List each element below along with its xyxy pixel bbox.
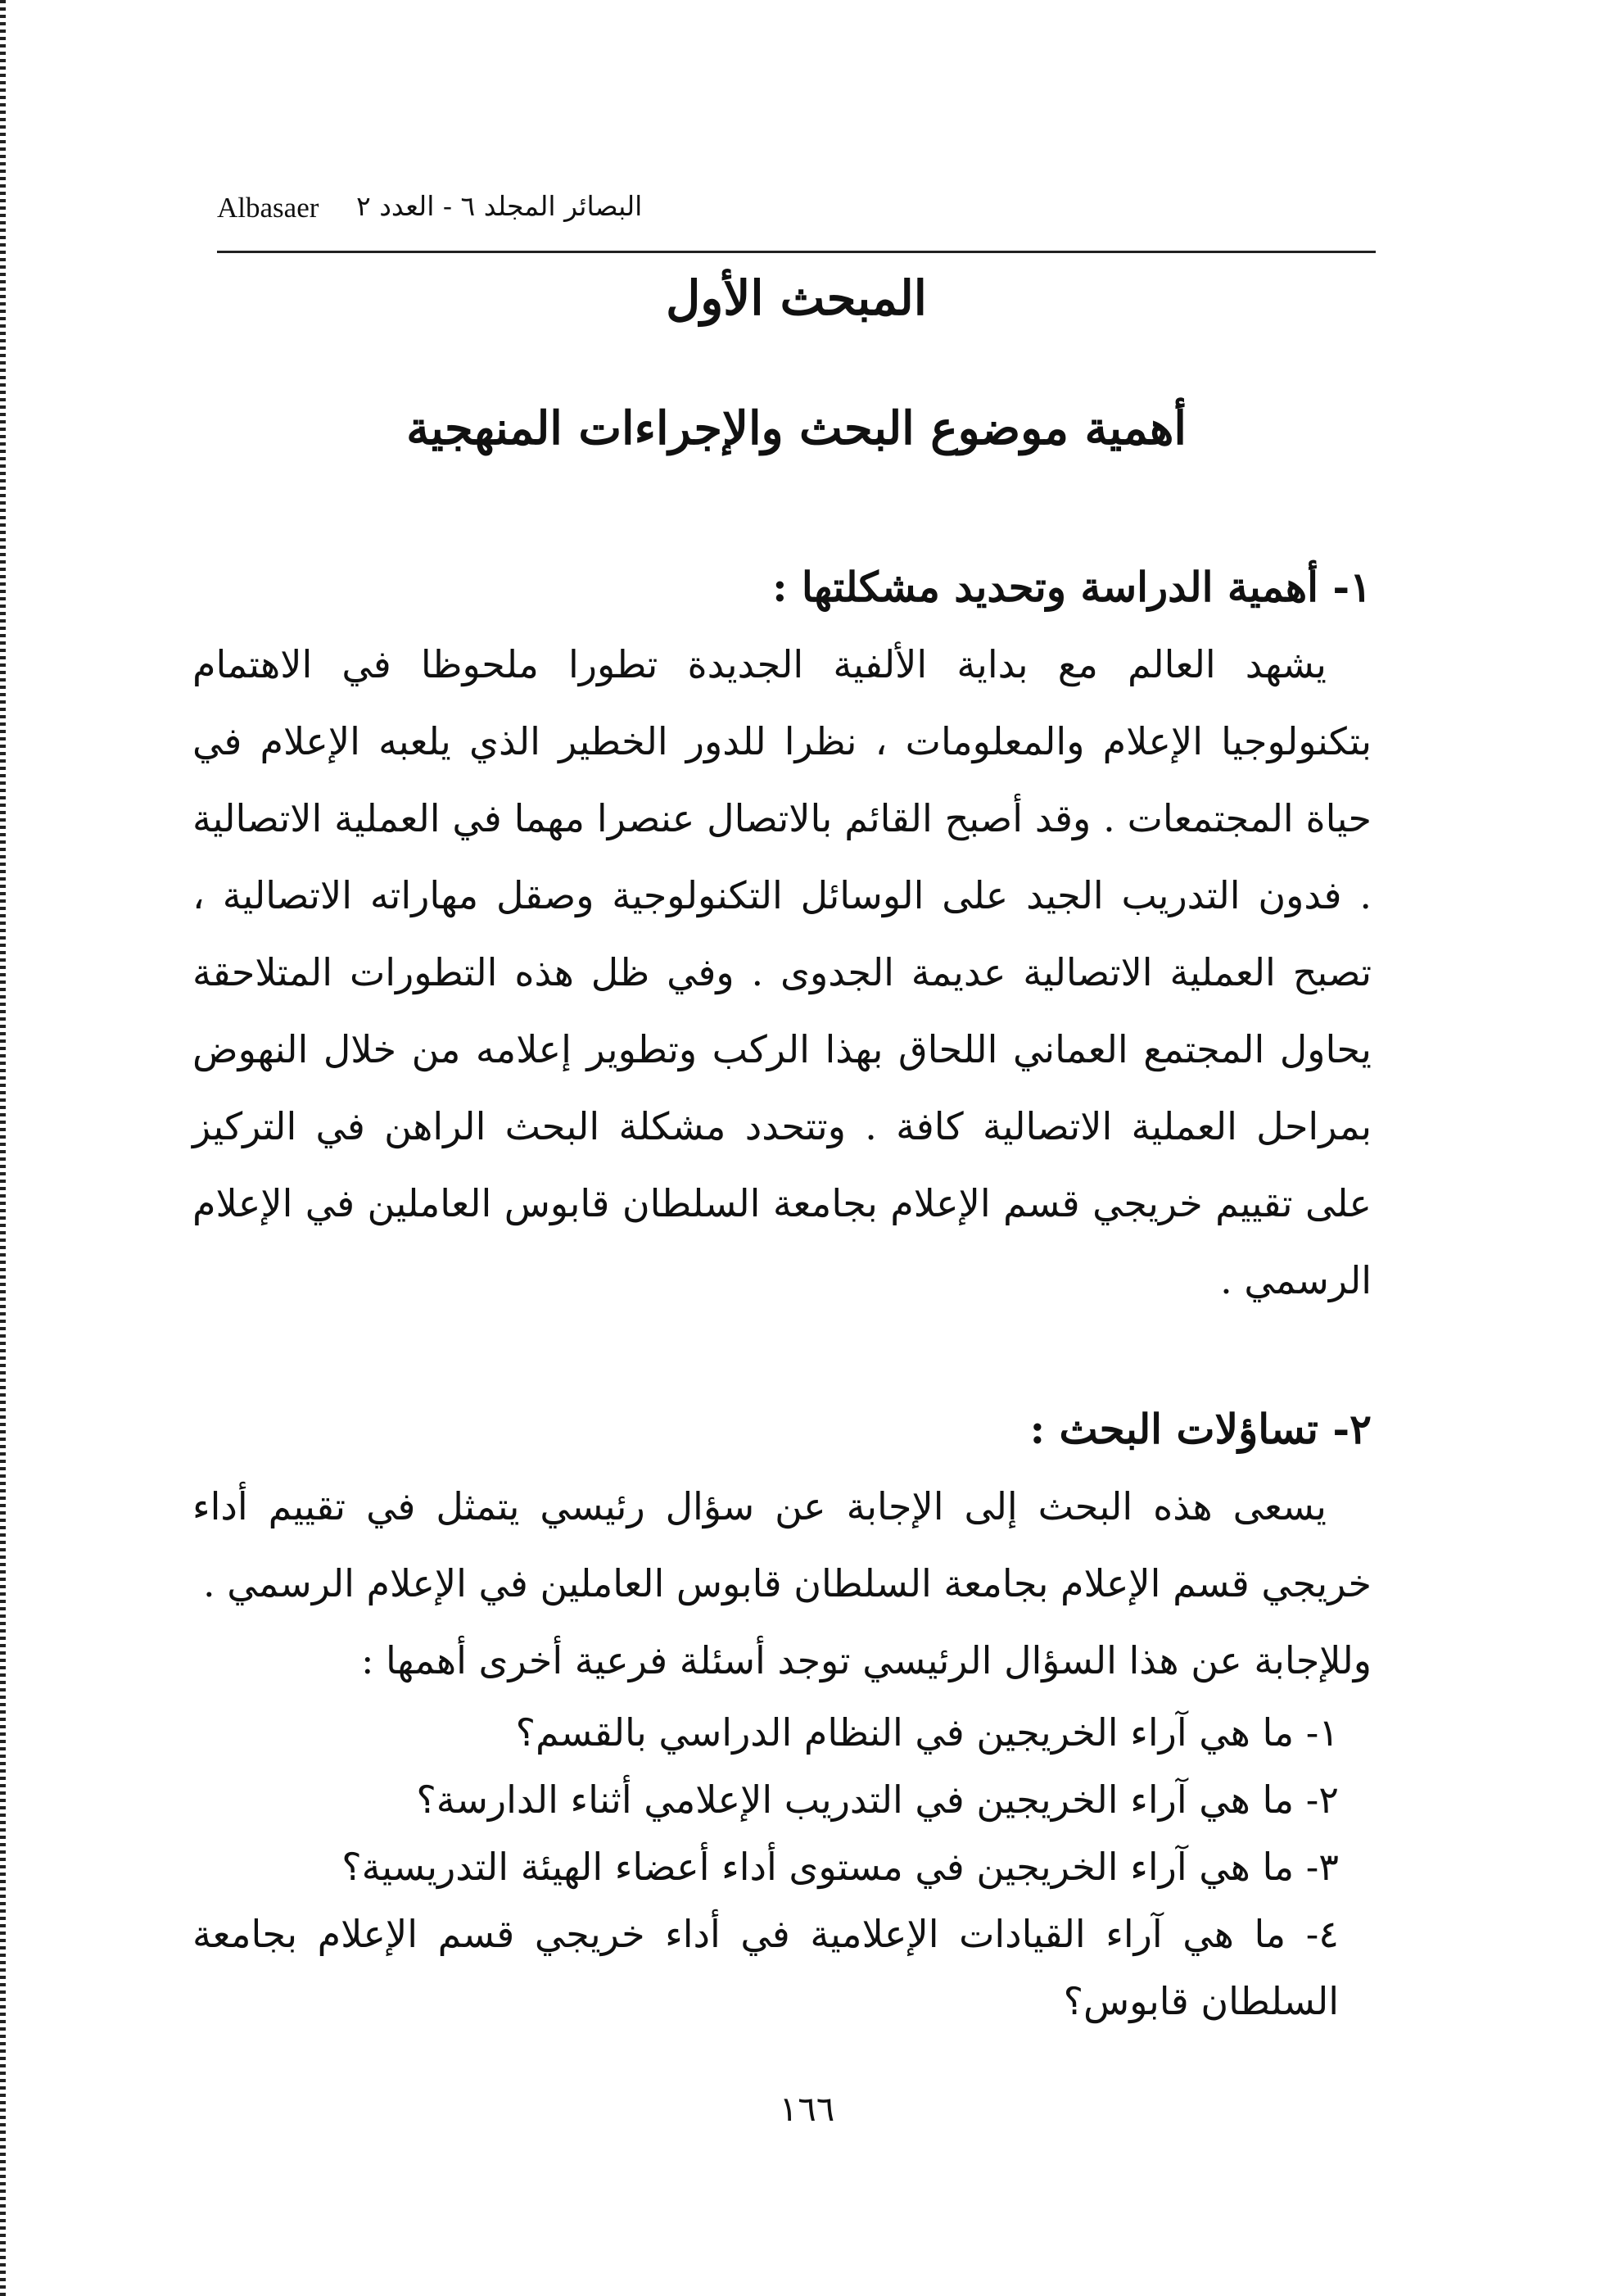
section-2-heading: ٢- تساؤلات البحث : [1029, 1405, 1372, 1453]
journal-name-latin: Albasaer [217, 192, 319, 224]
section-1-paragraph: يشهد العالم مع بداية الألفية الجديدة تطورا ملحوظا في الاهتمام بتكنولوجيا الإعلام والمعلومات ، نظرا للدور الخطير الذي يلعبه الإعلام في حياة المجتمعات . وقد أصبح القائم بالاتصال عنصرا مهما في العملية الاتصالية . فدون التدريب الجيد على الوسائل التكنولوجية وصقل مهاراته الاتصالية ، تصبح العملية الاتصالية عديمة الجدوى . وفي ظل هذه التطورات المتلاحقة يحاول المجتمع العماني اللحاق بهذا الركب وتطوير إعلامه من خلال النهوض بمراحل العملية الاتصالية كافة . وتتحدد مشكلة البحث الراهن في التركيز على تقييم خريجي قسم الإعلام بجامعة السلطان قابوس العاملين في الإعلام الرسمي . [192, 642, 1372, 1302]
section-2-intro: وللإجابة عن هذا السؤال الرئيسي توجد أسئلة فرعية أخرى أهمها : [360, 1638, 1372, 1682]
page-number: ١٦٦ [779, 2089, 835, 2129]
section-title: أهمية موضوع البحث والإجراءات المنهجية [406, 401, 1187, 455]
header-rule [217, 251, 1376, 253]
list-item: ٤- ما هي آراء القيادات الإعلامية في أداء خريجي قسم الإعلام بجامعة السلطان قابوس؟ [192, 1912, 1340, 2023]
list-item: ٢- ما هي آراء الخريجين في التدريب الإعلامي أثناء الدارسة؟ [416, 1777, 1339, 1822]
journal-volume-issue: البصائر المجلد ٦ - العدد ٢ [356, 190, 643, 222]
chapter-title: المبحث الأول [666, 270, 927, 326]
scanned-page-edge [0, 0, 6, 2296]
section-importance [192, 549, 1372, 1319]
list-item: ١- ما هي آراء الخريجين في النظام الدراسي بالقسم؟ [515, 1710, 1339, 1755]
questions-list [192, 1699, 1372, 2035]
running-header [217, 188, 1376, 238]
page-body [192, 549, 1372, 2035]
section-1-heading: ١- أهمية الدراسة وتحديد مشكلتها : [772, 563, 1372, 611]
list-item: ٣- ما هي آراء الخريجين في مستوى أداء أعضاء الهيئة التدريسية؟ [341, 1845, 1339, 1889]
section-research-questions [192, 1391, 1372, 2035]
section-2-paragraph: يسعى هذه البحث إلى الإجابة عن سؤال رئيسي يتمثل في تقييم أداء خريجي قسم الإعلام بجامعة السلطان قابوس العاملين في الإعلام الرسمي . [192, 1484, 1372, 1605]
